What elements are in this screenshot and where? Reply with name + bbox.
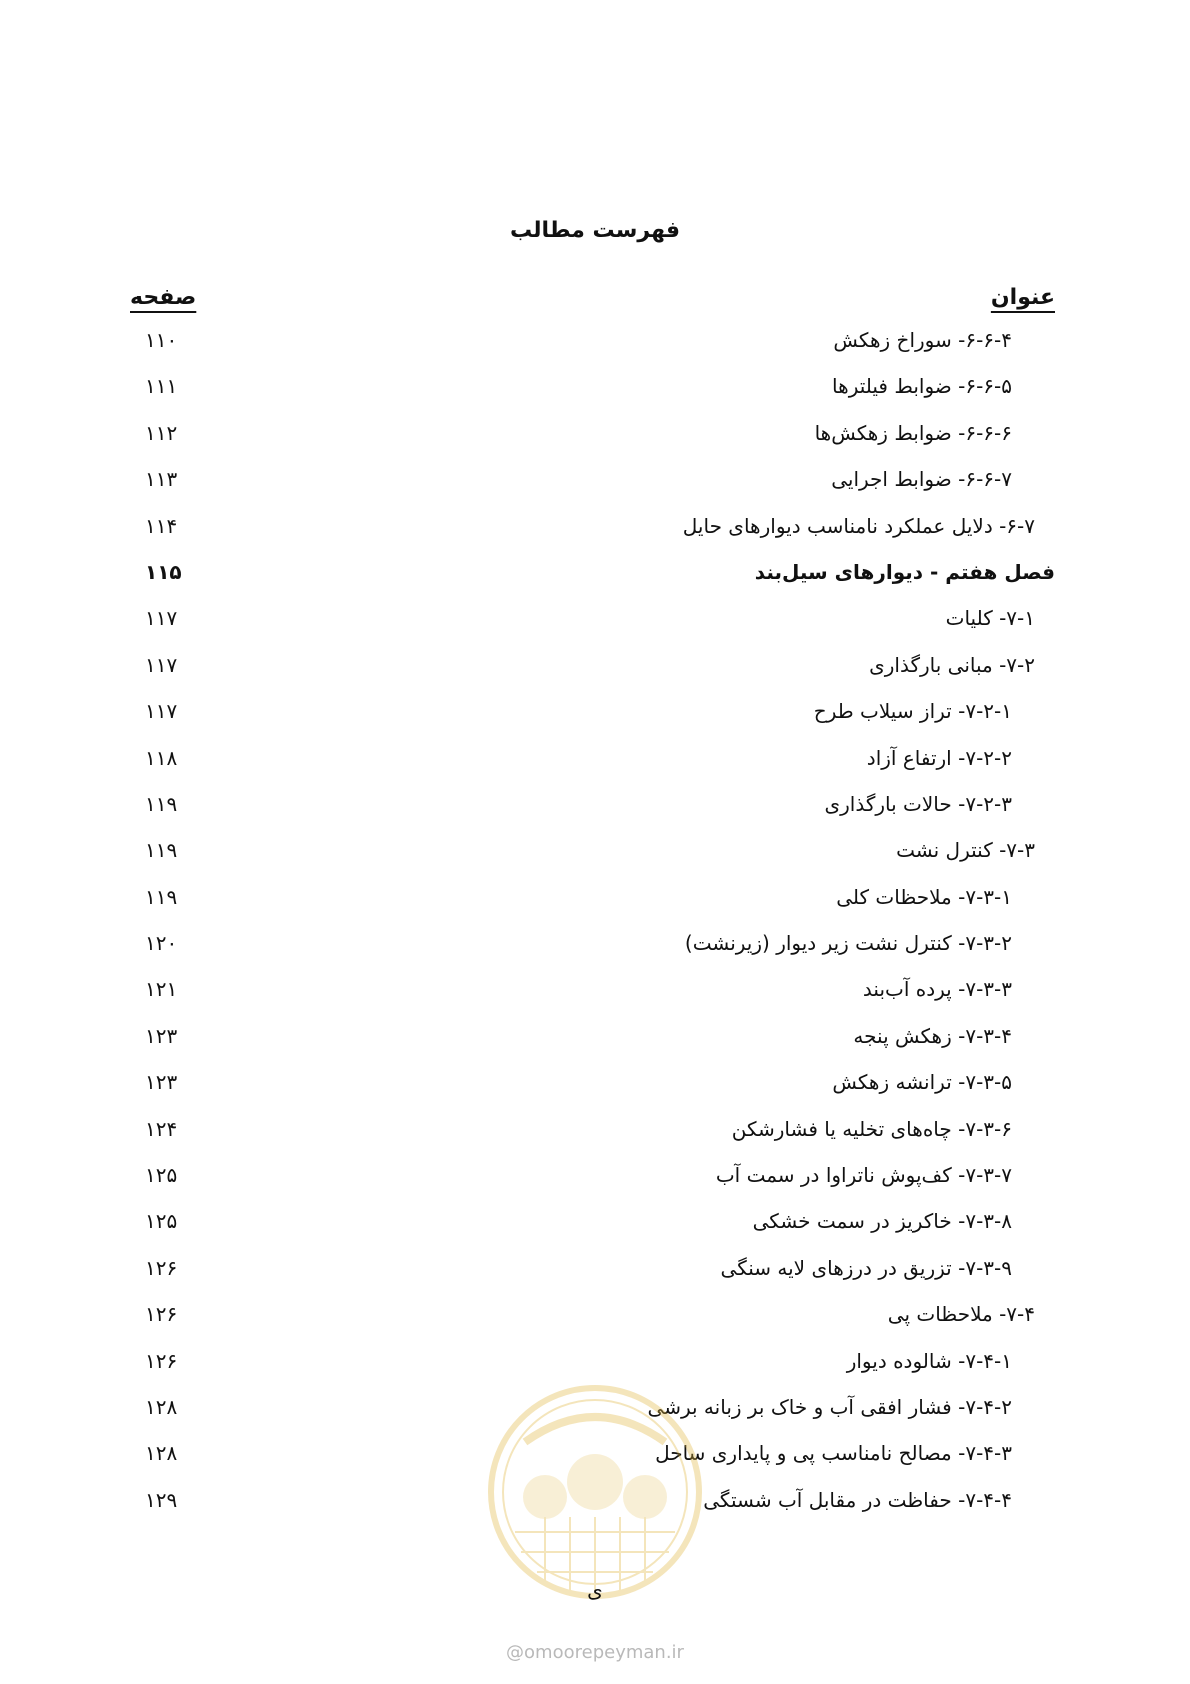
page-column-header: صفحه <box>130 285 197 310</box>
toc-row <box>0 374 1190 420</box>
toc-entry-title: ۷-۲-۳- حالات بارگذاری <box>824 791 1012 816</box>
toc-page-number: ۱۲۳ <box>145 1070 178 1095</box>
toc-row <box>0 1209 1190 1255</box>
toc-page-number: ۱۱۵ <box>145 559 182 584</box>
toc-entry-title: ۶-۶-۷- ضوابط اجرایی <box>831 467 1012 492</box>
toc-row <box>0 1441 1190 1487</box>
toc-page-number: ۱۱۸ <box>145 745 178 770</box>
toc-entry-title: ۷-۳-۳- پرده آب‌بند <box>862 977 1012 1002</box>
toc-entry-title: ۶-۶-۴- سوراخ زهکش <box>833 328 1012 352</box>
toc-page-number: ۱۲۰ <box>145 931 178 956</box>
toc-entry-title: ۷-۳-۸- خاکریز در سمت خشکی <box>752 1209 1012 1234</box>
toc-entry-title: ۷-۳-۲- کنترل نشت زیر دیوار (زیرنشت) <box>684 931 1012 956</box>
toc-row <box>0 931 1190 977</box>
toc-row <box>0 1256 1190 1302</box>
toc-row <box>0 699 1190 745</box>
toc-page-number: ۱۲۵ <box>145 1209 178 1234</box>
toc-page-number: ۱۱۹ <box>145 838 178 863</box>
toc-row <box>0 1488 1190 1534</box>
toc-page-number: ۱۱۲ <box>145 420 178 445</box>
toc-entry-title: ۷-۳-۹- تزریق در درزهای لایه سنگی <box>720 1255 1012 1280</box>
toc-page-number: ۱۱۰ <box>145 328 178 352</box>
toc-row <box>0 1024 1190 1070</box>
toc-page-number: ۱۲۴ <box>145 1116 178 1141</box>
toc-page-number: ۱۱۷ <box>145 699 178 724</box>
toc-row <box>0 792 1190 838</box>
toc-entry-title: ۶-۷- دلایل عملکرد نامناسب دیوارهای حایل <box>682 513 1035 538</box>
page-title: فهرست مطالب <box>509 218 681 243</box>
toc-row <box>0 328 1190 374</box>
toc-entry-title: ۷-۳-۵- ترانشه زهکش <box>832 1070 1012 1095</box>
toc-entry-title: ۷-۳-۱- ملاحظات کلی <box>836 884 1012 909</box>
toc-row <box>0 1070 1190 1116</box>
toc-entry-title: ۶-۶-۶- ضوابط زهکش‌ها <box>814 420 1012 445</box>
toc-row <box>0 1117 1190 1163</box>
toc-page-number: ۱۲۹ <box>145 1487 178 1512</box>
toc-chapter-title: فصل هفتم - دیوارهای سیل‌بند <box>754 559 1055 584</box>
toc-page-number: ۱۲۸ <box>145 1394 178 1419</box>
toc-page-number: ۱۲۶ <box>145 1255 178 1280</box>
toc-page-number: ۱۱۹ <box>145 884 178 909</box>
toc-entry-title: ۷-۳-۷- کف‌پوش ناتراوا در سمت آب <box>715 1163 1012 1188</box>
toc-entry-title: ۷-۴-۲- فشار افقی آب و خاک بر زبانه برشی <box>647 1394 1012 1419</box>
toc-entry-title: ۷-۴-۴- حفاظت در مقابل آب شستگی <box>703 1487 1012 1512</box>
toc-page-number: ۱۲۶ <box>145 1302 178 1327</box>
toc-page-number: ۱۱۳ <box>145 467 178 492</box>
table-of-contents <box>0 328 1190 1534</box>
toc-row <box>0 1349 1190 1395</box>
title-column-header: عنوان <box>990 285 1055 310</box>
toc-page-number: ۱۱۴ <box>145 513 178 538</box>
toc-entry-title: ۷-۳-۴- زهکش پنجه <box>853 1023 1012 1048</box>
toc-row <box>0 1302 1190 1348</box>
toc-page-number: ۱۲۸ <box>145 1441 178 1466</box>
watermark-url: @omoorepeyman.ir <box>506 1642 684 1663</box>
toc-row <box>0 653 1190 699</box>
toc-row <box>0 514 1190 560</box>
toc-page-number: ۱۱۱ <box>145 374 178 399</box>
toc-row <box>0 421 1190 467</box>
toc-row <box>0 1395 1190 1441</box>
toc-row <box>0 467 1190 513</box>
toc-entry-title: ۷-۲- مبانی بارگذاری <box>869 652 1035 677</box>
toc-page-number: ۱۱۹ <box>145 791 178 816</box>
toc-entry-title: ۷-۱- کلیات <box>945 606 1035 631</box>
toc-entry-title: ۶-۶-۵- ضوابط فیلترها <box>832 374 1012 399</box>
toc-page-number: ۱۲۶ <box>145 1348 178 1373</box>
page-number-letter: ی <box>587 1578 603 1602</box>
toc-row <box>0 885 1190 931</box>
toc-page-number: ۱۱۷ <box>145 606 178 631</box>
toc-row <box>0 1163 1190 1209</box>
toc-entry-title: ۷-۳-۶- چاه‌های تخلیه یا فشارشکن <box>731 1116 1012 1141</box>
toc-page-number: ۱۱۷ <box>145 652 178 677</box>
toc-entry-title: ۷-۲-۱- تراز سیلاب طرح <box>813 699 1012 724</box>
toc-entry-title: ۷-۴-۳- مصالح نامناسب پی و پایداری ساحل <box>655 1441 1012 1466</box>
toc-entry-title: ۷-۲-۲- ارتفاع آزاد <box>866 745 1012 770</box>
toc-page-number: ۱۲۵ <box>145 1163 178 1188</box>
toc-entry-title: ۷-۳- کنترل نشت <box>896 838 1035 863</box>
toc-page-number: ۱۲۳ <box>145 1023 178 1048</box>
toc-row <box>0 838 1190 884</box>
toc-entry-title: ۷-۴-۱- شالوده دیوار <box>846 1348 1012 1373</box>
toc-row <box>0 746 1190 792</box>
toc-page-number: ۱۲۱ <box>145 977 178 1002</box>
toc-row <box>0 977 1190 1023</box>
toc-entry-title: ۷-۴- ملاحظات پی <box>887 1302 1035 1327</box>
toc-row <box>0 560 1190 606</box>
toc-row <box>0 606 1190 652</box>
